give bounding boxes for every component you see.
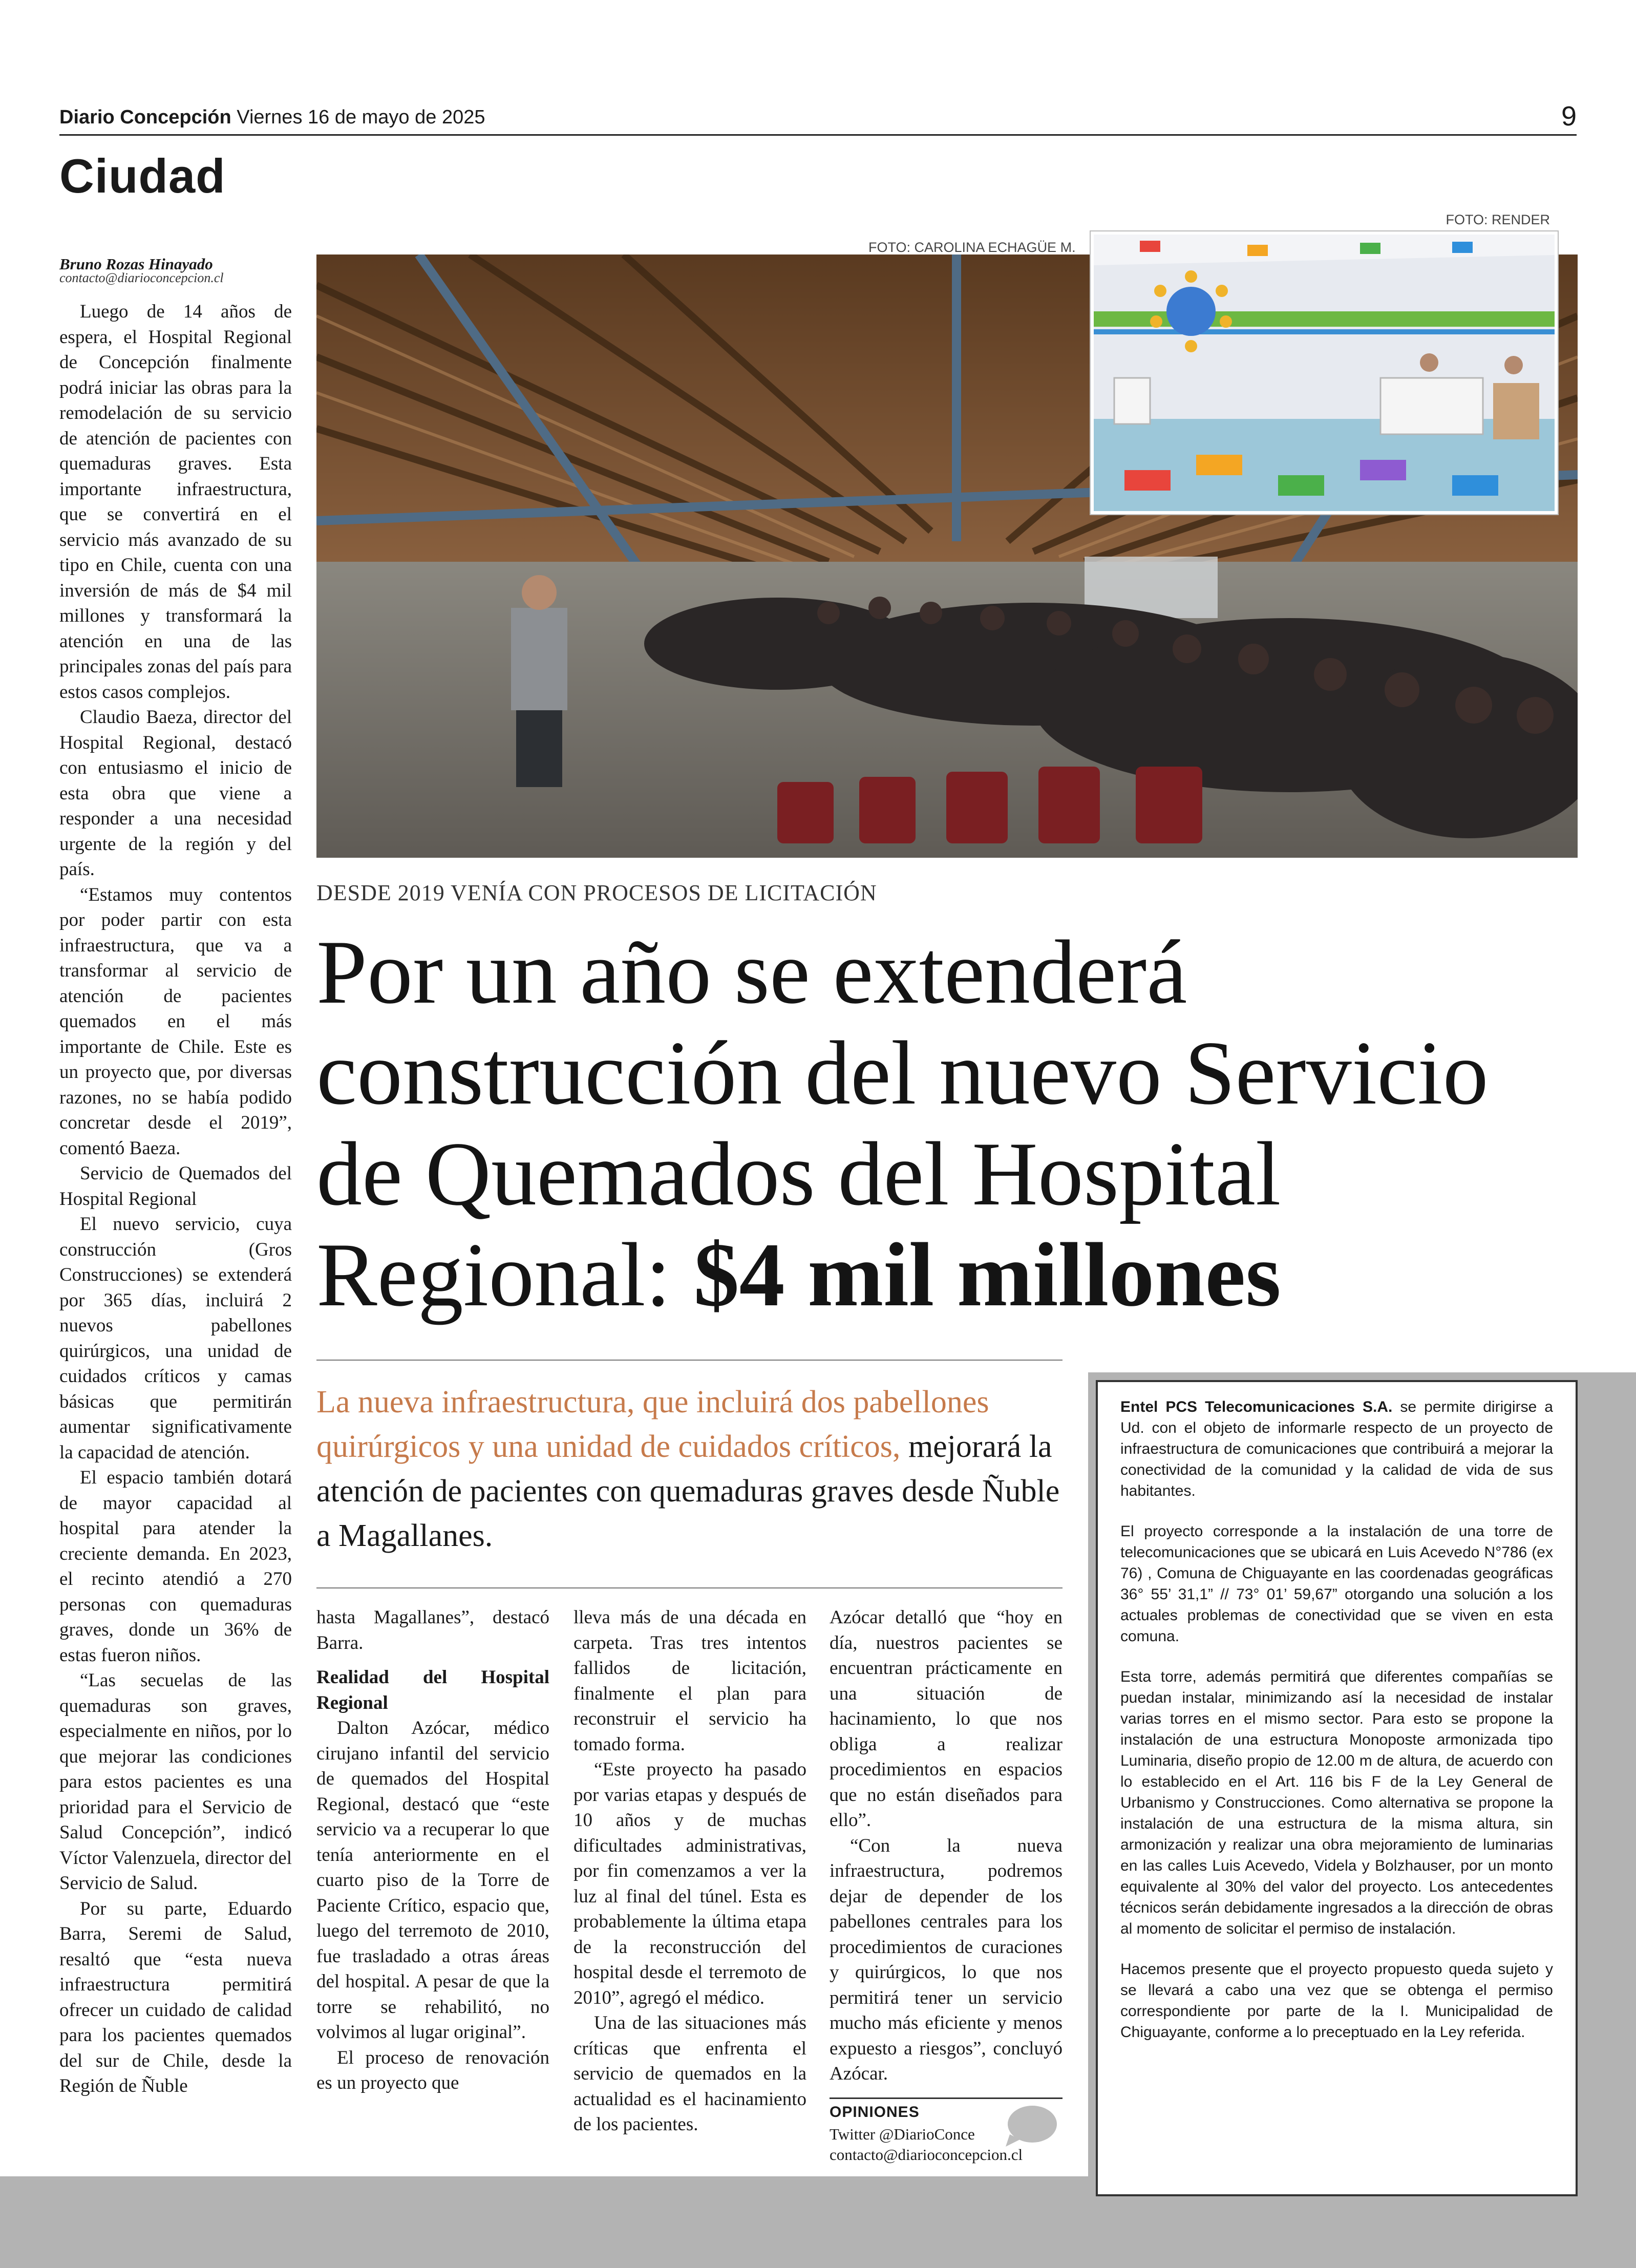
article-column-1 <box>59 299 292 2099</box>
paragraph: Servicio de Quemados del Hospital Regional <box>59 1163 292 1210</box>
ad-paragraph-2: El proyecto corresponde a la instalación de una torre de telecomunicaciones que se ubicará en Luis Acevedo N°786 (ex 76) , Comuna de Chiguayante en las coordenadas geográficas 36° 55’ 31,1” // 73° 01’ 59,67” otorgando una solución a los actuales problemas de conectividad que se viven en esta comuna. <box>1120 1523 1553 1645</box>
paragraph: lleva más de una década en carpeta. Tras tres intentos fallidos de licitación, finalmente el plan para reconstruir el servicio ha tomado forma. <box>573 1607 806 1755</box>
speech-bubble-icon <box>1003 2104 1058 2148</box>
ad-paragraph-1-text: se permite dirigirse a Ud. con el objeto de informarle respecto de un proyecto de infraestructura de comunicaciones que contribuirá a mejorar la conectividad de la comunidad y la calidad de vida de sus habitantes. <box>1120 1398 1553 1499</box>
ad-paragraph-1 <box>1120 1396 1553 1501</box>
room-render-image <box>1094 235 1555 511</box>
author-email: contacto@diarioconcepcion.cl <box>59 270 224 285</box>
paragraph: “Estamos muy contentos por poder partir con esta infraestructura, que va a transformar al servicio de atención de pacientes quemados en el más importante de Chile. Este es un proyecto que, por diversas razones, no se había podido concretar desde el 2019”, comentó Baeza. <box>59 884 292 1159</box>
author-name: Bruno Rozas Hinayado <box>59 255 213 273</box>
render-photo <box>1091 231 1558 514</box>
masthead <box>59 107 485 129</box>
paragraph: El nuevo servicio, cuya construcción (Gros Construcciones) se extenderá por 365 días, incluirá 2 nuevos pabellones quirúrgicos, una unidad de cuidados críticos y camas básicas que permitirán aumentar significativamente la capacidad de atención. <box>59 1214 292 1463</box>
article-column-3 <box>573 1605 806 2137</box>
paragraph: Claudio Baeza, director del Hospital Regional, destacó con entusiasmo el inicio de esta obra que viene a responder a una necesidad urgente de la región y del país. <box>59 707 292 880</box>
issue-date: Viernes 16 de mayo de 2025 <box>237 107 485 128</box>
paragraph: Azócar detalló que “hoy en día, nuestros pacientes se encuentran prácticamente en una situación de hacinamiento, lo que nos obliga a realizar procedimientos en espacios que no están diseñados para ello”. <box>830 1607 1063 1831</box>
render-photo-credit: FOTO: RENDER <box>1446 212 1550 227</box>
subheading: Realidad del Hospital Regional <box>316 1667 549 1713</box>
paragraph: Por su parte, Eduardo Barra, Seremi de Salud, resaltó que “esta nueva infraestructura permitirá ofrecer un cuidado de calidad para los pacientes quemados del sur de Chile, desde la Región de Ñuble <box>59 1898 292 2096</box>
ad-paragraph-3: Esta torre, además permitirá que diferentes compañías se puedan instalar, minimizando así la necesidad de instalar varias torres en el mismo sector. Para esto se propone la instalación de una estructura Monoposte armonizada tipo Luminaria, diseño propio de 12.00 m de altura, de acuerdo con lo establecido en el Art. 116 bis F de la Ley General de Urbanismo y Construcciones. Como alternativa se propone la instalación de una estructura de la misma altura, sin armonización y realizar una obra mejoramiento de luminarias en las calles Luis Acevedo, Videla y Bolzhauser, por un monto equivalente al 30% del valor del proyecto. Los antecedentes técnicos serán debidamente ingresados a la dirección de obras al momento de solicitar el permiso de instalación. <box>1120 1668 1553 1937</box>
lead-paragraph <box>316 1380 1063 1558</box>
headline-text: Por un año se extenderá construcción del nuevo Servicio de Quemados del Hospital Regional: <box>316 921 1489 1325</box>
headline-bold: $4 mil millones <box>693 1224 1281 1325</box>
opinions-rule <box>830 2097 1063 2099</box>
main-photo-credit: FOTO: CAROLINA ECHAGÜE M. <box>868 240 1076 255</box>
newspaper-name: Diario Concepción <box>59 107 231 128</box>
paragraph: “Con la nueva infraestructura, podremos dejar de depender de los pabellones centrales para los procedimientos de curaciones y quirúrgicos, lo que nos permitirá tener un servicio mucho más eficiente y menos expuesto a riesgos”, concluyó Azócar. <box>830 1835 1063 2084</box>
paragraph: “Las secuelas de las quemaduras son graves, especialmente en niños, por lo que mejorar las condiciones para estos pacientes es una prioridad para el Servicio de Salud Concepción”, indicó Víctor Valenzuela, director del Servicio de Salud. <box>59 1670 292 1894</box>
lead-bottom-rule <box>316 1587 1063 1588</box>
article-column-2 <box>316 1605 549 2096</box>
page-number: 9 <box>1561 101 1577 132</box>
kicker: DESDE 2019 VENÍA CON PROCESOS DE LICITACIÓN <box>316 880 877 905</box>
opinions-twitter: Twitter @DiarioConce <box>830 2125 975 2143</box>
ad-company: Entel PCS Telecomunicaciones S.A. <box>1120 1398 1393 1415</box>
ad-paragraph-4: Hacemos presente que el proyecto propuesto queda sujeto y se llevará a cabo una vez que se obtenga el permiso correspondiente por parte de la I. Municipalidad de Chiguayante, conforme a lo preceptuado en la Ley referida. <box>1120 1961 1553 2041</box>
lead-highlight: La nueva infraestructura, que incluirá dos pabellones quirúrgicos y una unidad de cuidados críticos, <box>316 1385 989 1464</box>
opinions-email: contacto@diarioconcepcion.cl <box>830 2146 1023 2164</box>
article-column-4 <box>830 1605 1063 2087</box>
section-title: Ciudad <box>59 149 226 203</box>
lead-rest: mejorará la atención de pacientes con quemaduras graves desde Ñuble a Magallanes. <box>316 1429 1060 1553</box>
paragraph: El proceso de renovación es un proyecto que <box>316 2047 549 2093</box>
paragraph: Dalton Azócar, médico cirujano infantil del servicio de quemados del Hospital Regional, destacó que “este servicio va a recuperar lo que tenía anteriormente en el cuarto piso de la Torre de Paciente Crítico, espacio que, luego del terremoto de 2010, fue trasladado a otras áreas del hospital. A pesar de que la torre se rehabilitó, no volvimos al lugar original”. <box>316 1718 549 2043</box>
header-rule <box>59 134 1577 136</box>
paragraph: hasta Magallanes”, destacó Barra. <box>316 1607 549 1654</box>
headline <box>316 922 1581 1325</box>
legal-notice-ad <box>1096 1380 1578 2196</box>
paragraph: Una de las situaciones más críticas que enfrenta el servicio de quemados en la actualidad es el hacinamiento de los pacientes. <box>573 2012 806 2135</box>
paragraph: “Este proyecto ha pasado por varias etapas y después de 10 años y de muchas dificultades administrativas, por fin comenzamos a ver la luz al final del túnel. Esta es probablemente la última etapa de la reconstrucción del hospital desde el terremoto de 2010”, agregó el médico. <box>573 1759 806 2008</box>
lead-top-rule <box>316 1360 1063 1361</box>
paragraph: Luego de 14 años de espera, el Hospital Regional de Concepción finalmente podrá iniciar las obras para la remodelación de su servicio de atención de pacientes con quemaduras graves. Esta importante infraestructura, que se convertirá en el servicio más avanzado de su tipo en Chile, cuenta con una inversión de más de $4 mil millones y transformará la atención en una de las principales zonas del país para estos casos complejos. <box>59 301 292 703</box>
opinions-title: OPINIONES <box>830 2104 920 2121</box>
paragraph: El espacio también dotará de mayor capacidad al hospital para atender la creciente demanda. En 2023, el recinto atendió a 270 personas con quemaduras graves, donde un 36% de estas fueron niños. <box>59 1467 292 1666</box>
